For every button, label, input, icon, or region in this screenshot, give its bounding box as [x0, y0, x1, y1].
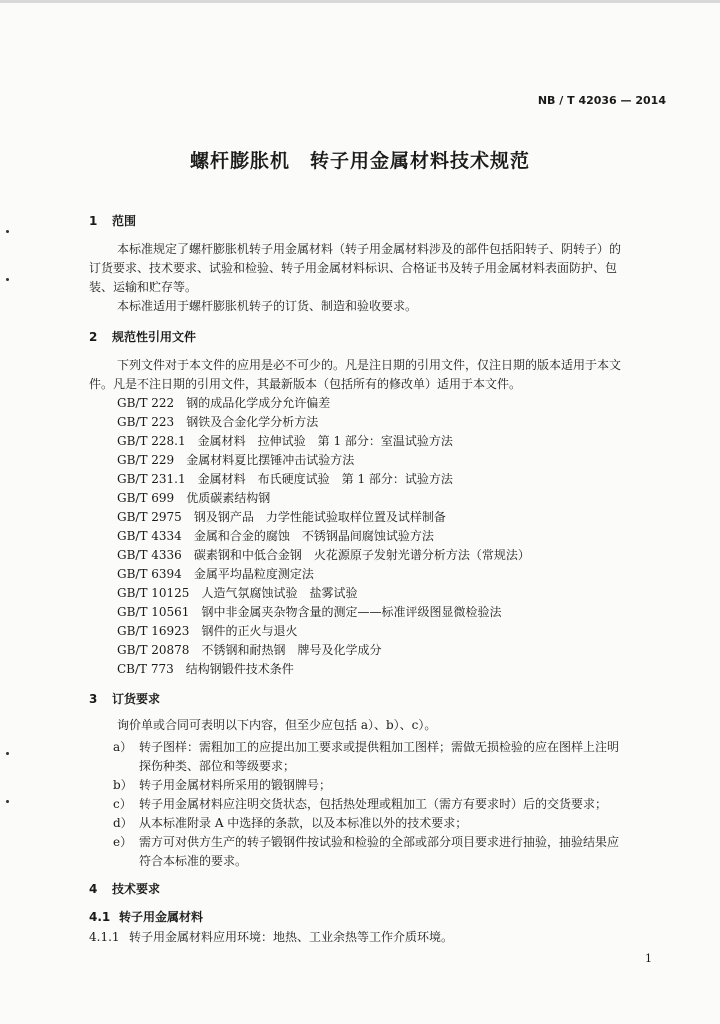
- reference-title: 金属材料 拉伸试验 第 1 部分：室温试验方法: [197, 434, 453, 448]
- reference-title: 钢及钢产品 力学性能试验取样位置及试样制备: [193, 510, 446, 524]
- list-text-continued: 符合本标准的要求。: [139, 854, 248, 868]
- reference-code: GB/T 10561: [117, 605, 190, 619]
- section-number: 1: [89, 214, 98, 228]
- list-text: 转子图样：需粗加工的应提出加工要求或提供粗加工图样；需做无损检验的应在图样上注明: [139, 740, 620, 754]
- paragraph-line: 件。凡是不注日期的引用文件，其最新版本（包括所有的修改单）适用于本文件。: [89, 377, 522, 391]
- paragraph-line: 本标准适用于螺杆膨胀机转子的订货、制造和验收要求。: [117, 299, 418, 313]
- reference-title: 钢的成品化学成分允许偏差: [186, 396, 331, 410]
- reference-item: [117, 470, 453, 487]
- reference-code: GB/T 229: [117, 453, 175, 467]
- section-title: 范围: [112, 214, 137, 228]
- section-heading: [89, 690, 160, 707]
- list-label: a）: [113, 740, 133, 754]
- section-number: 2: [89, 330, 98, 344]
- list-label: b）: [113, 778, 133, 792]
- reference-code: GB/T 16923: [117, 624, 190, 638]
- list-text: 转子用金属材料应注明交货状态，包括热处理或粗加工（需方有要求时）后的交货要求；: [139, 797, 608, 811]
- reference-item: [117, 546, 530, 563]
- reference-item: [117, 584, 357, 601]
- paragraph-line: 询价单或合同可表明以下内容，但至少应包括 a）、b）、c）。: [117, 718, 437, 732]
- reference-code: GB/T 699: [117, 491, 175, 505]
- reference-code: GB/T 222: [117, 396, 175, 410]
- list-text-continued: 探伤种类、部位和等级要求；: [139, 759, 296, 773]
- list-text: 从本标准附录 A 中选择的条款，以及本标准以外的技术要求；: [139, 816, 468, 830]
- subsection-number: 4.1: [89, 910, 111, 924]
- reference-item: [117, 413, 318, 430]
- reference-code: CB/T 773: [117, 662, 174, 676]
- reference-title: 碳素钢和中低合金钢 火花源原子发射光谱分析方法（常规法）: [193, 548, 530, 562]
- reference-title: 优质碳素结构钢: [186, 491, 271, 505]
- reference-title: 结构钢锻件技术条件: [185, 662, 294, 676]
- reference-code: GB/T 10125: [117, 586, 190, 600]
- section-title: 技术要求: [112, 882, 161, 896]
- reference-code: GB/T 231.1: [117, 472, 186, 486]
- subsection-heading: [89, 908, 203, 925]
- paragraph-line: 订货要求、技术要求、试验和检验、转子用金属材料标识、合格证书及转子用金属材料表面防护、包: [89, 261, 618, 275]
- list-label: d）: [113, 816, 133, 830]
- list-item: [113, 795, 607, 812]
- section-heading: [89, 328, 196, 345]
- list-item: [113, 738, 619, 755]
- reference-item: [117, 622, 297, 639]
- reference-title: 钢铁及合金化学分析方法: [186, 415, 319, 429]
- section-number: 4: [89, 882, 98, 896]
- reference-title: 人造气氛腐蚀试验 盐雾试验: [201, 586, 358, 600]
- reference-code: GB/T 20878: [117, 643, 190, 657]
- reference-item: [117, 489, 270, 506]
- clause-text: 转子用金属材料应用环境：地热、工业余热等工作介质环境。: [129, 930, 454, 944]
- reference-item: [117, 641, 381, 658]
- paragraph-line: 装、运输和贮存等。: [89, 280, 198, 294]
- reference-item: [117, 527, 434, 544]
- reference-item: [117, 394, 330, 411]
- clause-line: [89, 928, 453, 945]
- section-number: 3: [89, 692, 98, 706]
- list-item: [113, 833, 619, 850]
- reference-item: [117, 451, 354, 468]
- reference-title: 金属材料 布氏硬度试验 第 1 部分：试验方法: [197, 472, 453, 486]
- paragraph-line: 下列文件对于本文件的应用是必不可少的。凡是注日期的引用文件，仅注日期的版本适用于本文: [117, 358, 622, 372]
- reference-item: [117, 508, 446, 525]
- reference-code: GB/T 2975: [117, 510, 182, 524]
- document-title: 螺杆膨胀机 转子用金属材料技术规范: [189, 150, 530, 172]
- reference-code: GB/T 223: [117, 415, 175, 429]
- scan-mark: [6, 230, 9, 233]
- list-item: [113, 776, 331, 793]
- section-title: 订货要求: [112, 692, 161, 706]
- scan-edge-line: [0, 0, 720, 3]
- list-text: 转子用金属材料所采用的锻钢牌号；: [139, 778, 332, 792]
- reference-item: [117, 603, 501, 620]
- scan-mark: [6, 800, 9, 803]
- paragraph-line: 本标准规定了螺杆膨胀机转子用金属材料（转子用金属材料涉及的部件包括阳转子、阴转子）的: [117, 242, 622, 256]
- list-item: [113, 814, 467, 831]
- reference-code: GB/T 6394: [117, 567, 182, 581]
- clause-number: 4.1.1: [89, 930, 120, 944]
- reference-item: [117, 565, 314, 582]
- reference-title: 金属平均晶粒度测定法: [193, 567, 314, 581]
- list-label: e）: [113, 835, 133, 849]
- scan-mark: [6, 278, 9, 281]
- reference-title: 金属和合金的腐蚀 不锈钢晶间腐蚀试验方法: [193, 529, 434, 543]
- reference-item: [117, 432, 453, 449]
- section-heading: [89, 880, 160, 897]
- section-title: 规范性引用文件: [112, 330, 197, 344]
- page-number: 1: [645, 952, 652, 965]
- reference-title: 不锈钢和耐热钢 牌号及化学成分: [201, 643, 382, 657]
- reference-title: 钢件的正火与退火: [201, 624, 298, 638]
- section-heading: [89, 212, 136, 229]
- reference-code: GB/T 4336: [117, 548, 182, 562]
- subsection-title: 转子用金属材料: [119, 910, 204, 924]
- reference-code: GB/T 228.1: [117, 434, 186, 448]
- standard-code: NB / T 42036 — 2014: [537, 94, 666, 107]
- reference-title: 金属材料夏比摆锤冲击试验方法: [186, 453, 355, 467]
- list-label: c）: [113, 797, 132, 811]
- reference-code: GB/T 4334: [117, 529, 182, 543]
- reference-title: 钢中非金属夹杂物含量的测定——标准评级图显微检验法: [201, 605, 502, 619]
- list-text: 需方可对供方生产的转子锻钢件按试验和检验的全部或部分项目要求进行抽验，抽验结果应: [139, 835, 620, 849]
- reference-item: [117, 660, 294, 677]
- scan-mark: [6, 752, 9, 755]
